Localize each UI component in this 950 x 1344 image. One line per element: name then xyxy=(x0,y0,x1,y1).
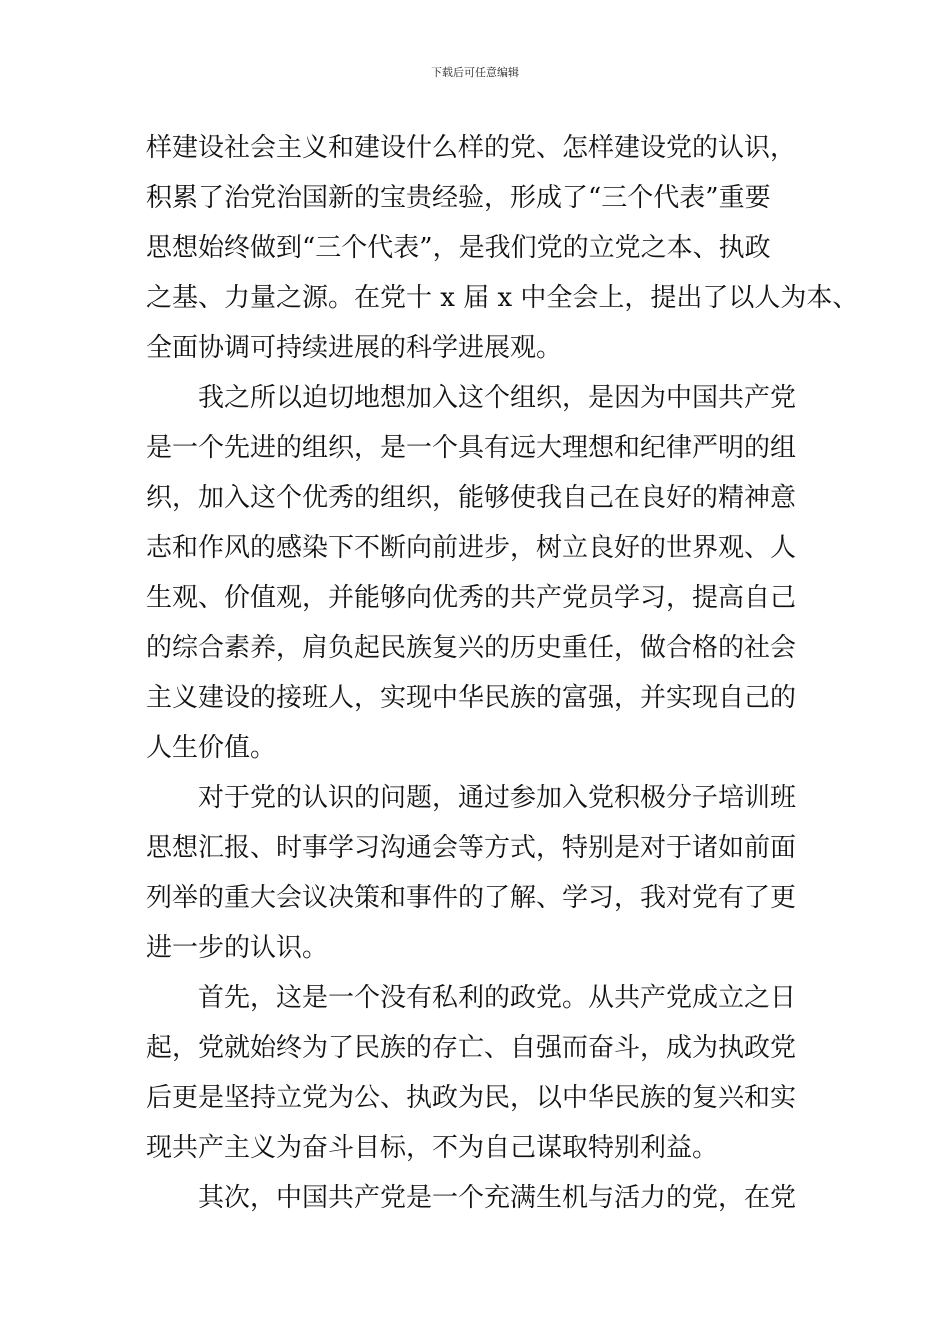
text-line: 起，党就始终为了民族的存亡、自强而奋斗，成为执政党 xyxy=(146,1033,797,1063)
paragraph-first-line: 首先，这是一个没有私利的政党。从共产党成立之日 xyxy=(198,983,797,1013)
text-line: 现共产主义为奋斗目标，不为自己谋取特别利益。 xyxy=(146,1133,719,1163)
text-line: 志和作风的感染下不断向前进步，树立良好的世界观、人 xyxy=(146,533,797,563)
text-line: 主义建设的接班人，实现中华民族的富强，并实现自己的 xyxy=(146,683,797,713)
text-line: 积累了治党治国新的宝贵经验，形成了“三个代表”重要 xyxy=(146,183,771,213)
text-line: 后更是坚持立党为公、执政为民，以中华民族的复兴和实 xyxy=(146,1083,797,1113)
text-line: 人生价值。 xyxy=(146,733,277,763)
text-line: 是一个先进的组织，是一个具有远大理想和纪律严明的组 xyxy=(146,433,797,463)
text-line: 的综合素养，肩负起民族复兴的历史重任，做合格的社会 xyxy=(146,633,797,663)
text-line: 进一步的认识。 xyxy=(146,933,329,963)
text-line: 思想汇报、时事学习沟通会等方式，特别是对于诸如前面 xyxy=(146,833,797,863)
text-line: 全面协调可持续进展的科学进展观。 xyxy=(146,333,563,363)
text-line: 列举的重大会议决策和事件的了解、学习，我对党有了更 xyxy=(146,883,797,913)
text-line: 之基、力量之源。在党十 x 届 x 中全会上，提出了以人为本、 xyxy=(146,283,859,313)
page-header-note: 下载后可任意编辑 xyxy=(431,66,519,79)
text-line: 样建设社会主义和建设什么样的党、怎样建设党的认识， xyxy=(146,133,797,163)
text-line: 生观、价值观，并能够向优秀的共产党员学习，提高自己 xyxy=(146,583,797,613)
text-line: 思想始终做到“三个代表”，是我们党的立党之本、执政 xyxy=(146,233,771,263)
text-line: 织，加入这个优秀的组织，能够使我自己在良好的精神意 xyxy=(146,483,797,513)
paragraph-first-line: 对于党的认识的问题，通过参加入党积极分子培训班 xyxy=(198,783,797,813)
paragraph-first-line: 我之所以迫切地想加入这个组织，是因为中国共产党 xyxy=(198,383,797,413)
document-body xyxy=(146,126,859,1226)
paragraph-first-line: 其次，中国共产党是一个充满生机与活力的党，在党 xyxy=(198,1183,797,1213)
